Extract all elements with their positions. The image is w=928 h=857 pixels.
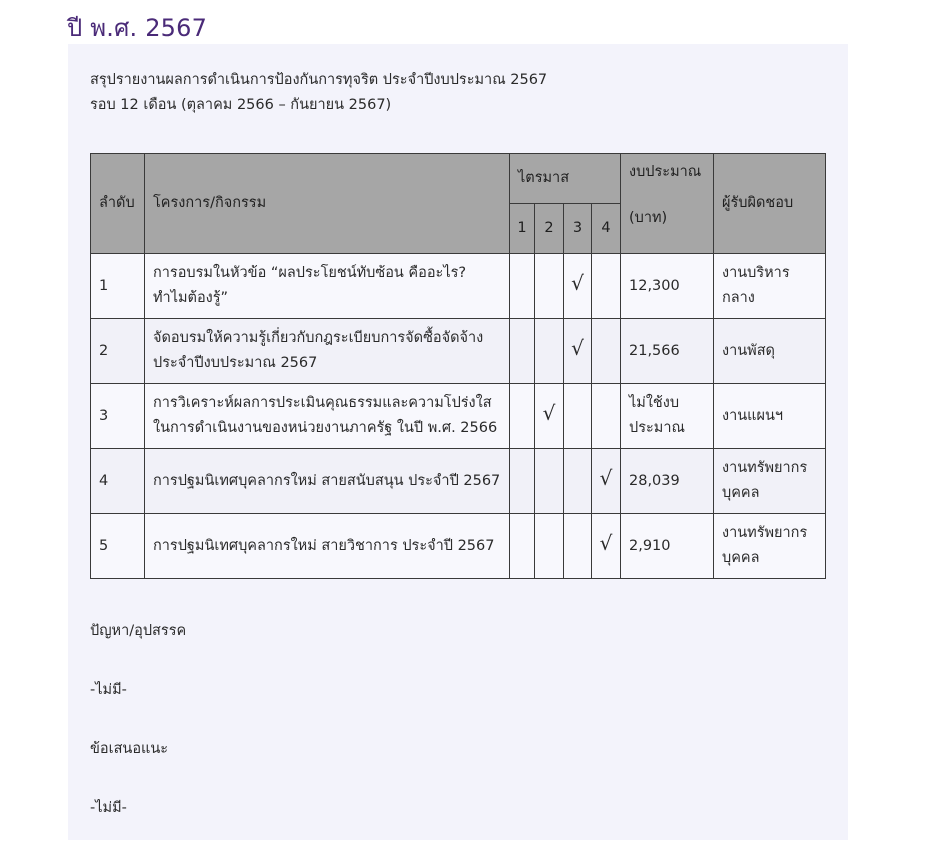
- quarter-2-cell: [535, 319, 564, 384]
- report-table: [90, 153, 826, 579]
- quarter-3-cell: [564, 319, 592, 384]
- row-budget: ไม่ใช้งบประมาณ: [621, 384, 714, 449]
- header-q2: 2: [535, 204, 564, 254]
- header-q3: 3: [564, 204, 592, 254]
- row-project: จัดอบรมให้ความรู้เกี่ยวกับกฎระเบียบการจัดซื้อจัดจ้าง ประจำปีงบประมาณ 2567: [145, 319, 510, 384]
- header-budget-unit: (บาท): [629, 210, 668, 226]
- row-project: การวิเคราะห์ผลการประเมินคุณธรรมและความโปร่งใส ในการดำเนินงานของหน่วยงานภาครัฐ ในปี พ.ศ. 2566: [145, 384, 510, 449]
- row-owner: งานทรัพยากรบุคคล: [714, 514, 826, 579]
- quarter-1-cell: [510, 384, 535, 449]
- row-number: 2: [91, 319, 145, 384]
- table-row: [91, 384, 826, 449]
- row-budget: 12,300: [621, 254, 714, 319]
- header-q4: 4: [592, 204, 621, 254]
- row-budget: 2,910: [621, 514, 714, 579]
- header-budget: [621, 154, 714, 254]
- quarter-2-cell: [535, 254, 564, 319]
- table-row: [91, 514, 826, 579]
- row-budget: 28,039: [621, 449, 714, 514]
- row-number: 3: [91, 384, 145, 449]
- row-number: 1: [91, 254, 145, 319]
- quarter-3-cell: [564, 384, 592, 449]
- row-project: การอบรมในหัวข้อ “ผลประโยชน์ทับซ้อน คืออะไร? ทำไมต้องรู้”: [145, 254, 510, 319]
- check-mark-icon: √: [571, 336, 584, 360]
- table-row: [91, 449, 826, 514]
- row-number: 5: [91, 514, 145, 579]
- quarter-4-cell: [592, 449, 621, 514]
- check-mark-icon: √: [599, 531, 613, 555]
- header-budget-label: งบประมาณ: [629, 164, 702, 180]
- report-table-body: [91, 254, 826, 579]
- page-heading: ปี พ.ศ. 2567: [67, 14, 208, 42]
- row-owner: งานแผนฯ: [714, 384, 826, 449]
- quarter-4-cell: [592, 254, 621, 319]
- quarter-3-cell: [564, 449, 592, 514]
- quarter-4-cell: [592, 514, 621, 579]
- quarter-4-cell: [592, 319, 621, 384]
- quarter-1-cell: [510, 449, 535, 514]
- summary-period: รอบ 12 เดือน (ตุลาคม 2566 – กันยายน 2567): [90, 97, 392, 113]
- check-mark-icon: √: [542, 401, 556, 425]
- quarter-1-cell: [510, 319, 535, 384]
- row-owner: งานบริหารกลาง: [714, 254, 826, 319]
- header-no: ลำดับ: [91, 154, 145, 254]
- table-row: [91, 319, 826, 384]
- quarter-2-cell: [535, 449, 564, 514]
- header-quarter: ไตรมาส: [510, 154, 621, 204]
- row-project: การปฐมนิเทศบุคลากรใหม่ สายวิชาการ ประจำปี 2567: [145, 514, 510, 579]
- problems-title: ปัญหา/อุปสรรค: [90, 623, 187, 639]
- quarter-1-cell: [510, 254, 535, 319]
- quarter-3-cell: [564, 254, 592, 319]
- report-panel: [68, 44, 848, 840]
- report-summary: [90, 68, 547, 118]
- header-owner: ผู้รับผิดชอบ: [714, 154, 826, 254]
- row-project: การปฐมนิเทศบุคลากรใหม่ สายสนับสนุน ประจำปี 2567: [145, 449, 510, 514]
- quarter-3-cell: [564, 514, 592, 579]
- problems-text: -ไม่มี-: [90, 682, 127, 698]
- quarter-1-cell: [510, 514, 535, 579]
- suggestions-text: -ไม่มี-: [90, 800, 127, 816]
- suggestions-title: ข้อเสนอแนะ: [90, 741, 169, 757]
- row-owner: งานทรัพยากรบุคคล: [714, 449, 826, 514]
- header-q1: 1: [510, 204, 535, 254]
- quarter-2-cell: [535, 384, 564, 449]
- row-budget: 21,566: [621, 319, 714, 384]
- check-mark-icon: √: [599, 466, 613, 490]
- row-owner: งานพัสดุ: [714, 319, 826, 384]
- summary-title: สรุปรายงานผลการดำเนินการป้องกันการทุจริต ประจำปีงบประมาณ 2567: [90, 72, 548, 88]
- check-mark-icon: √: [571, 271, 584, 295]
- quarter-4-cell: [592, 384, 621, 449]
- table-row: [91, 254, 826, 319]
- row-number: 4: [91, 449, 145, 514]
- quarter-2-cell: [535, 514, 564, 579]
- header-project: โครงการ/กิจกรรม: [145, 154, 510, 254]
